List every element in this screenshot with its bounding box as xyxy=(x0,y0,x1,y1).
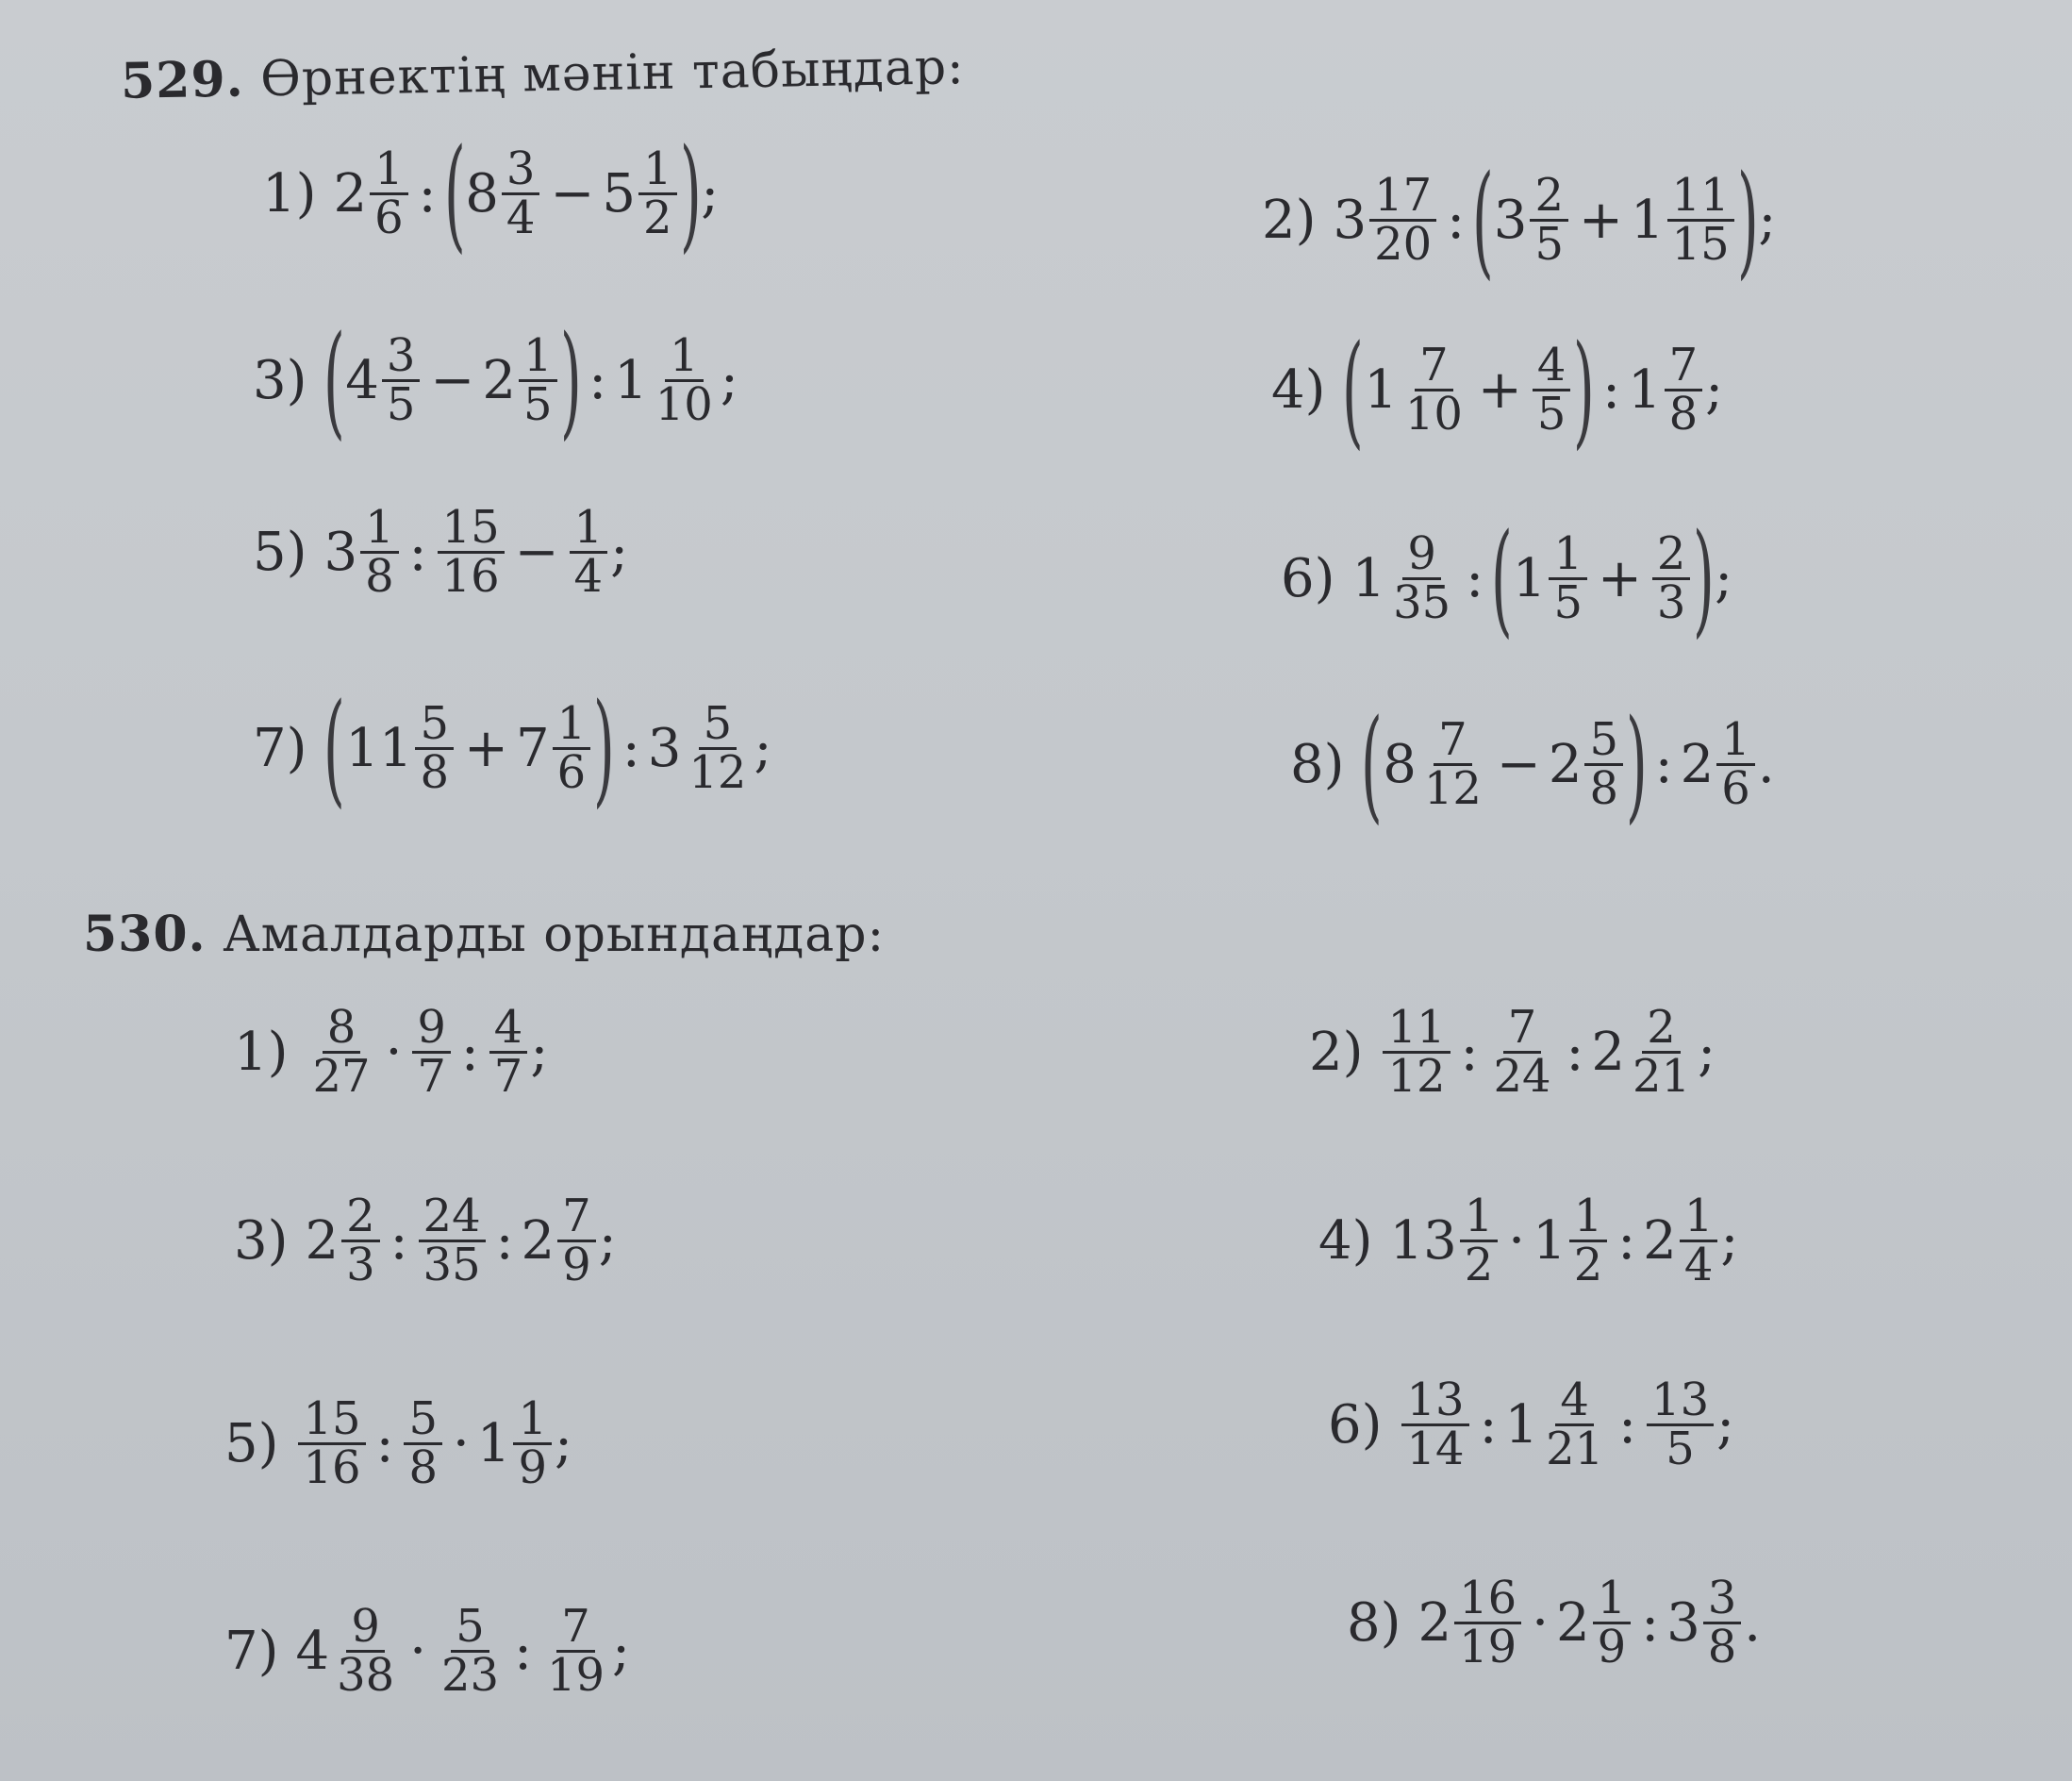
operator: : xyxy=(622,717,640,779)
operator: : xyxy=(1618,1393,1637,1456)
denominator: 19 xyxy=(1459,1620,1517,1673)
denominator: 5 xyxy=(1666,1422,1695,1475)
numerator: 11 xyxy=(1383,1005,1450,1054)
numerator: 24 xyxy=(419,1193,486,1242)
denominator: 12 xyxy=(688,745,747,799)
denominator: 35 xyxy=(423,1238,481,1291)
operator: − xyxy=(514,521,559,583)
terminator: ; xyxy=(1715,547,1733,609)
denominator: 9 xyxy=(1597,1620,1627,1673)
whole: 1 xyxy=(1504,1393,1539,1456)
whole: 3 xyxy=(1493,189,1528,251)
numerator: 4 xyxy=(1555,1377,1594,1426)
numerator: 5 xyxy=(415,701,454,750)
numerator: 9 xyxy=(346,1604,385,1653)
operator: : xyxy=(1460,1021,1479,1083)
fraction xyxy=(437,1600,504,1702)
operator: : xyxy=(390,1209,408,1272)
fraction xyxy=(404,1392,442,1494)
denominator: 5 xyxy=(522,377,553,431)
ex530-item-5 xyxy=(224,1392,572,1494)
exercise-529-heading xyxy=(121,38,966,110)
item-label: 6) xyxy=(1328,1393,1383,1456)
numerator: 1 xyxy=(1716,717,1755,766)
terminator: ; xyxy=(1720,1209,1739,1272)
numerator: 1 xyxy=(570,505,608,554)
terminator: ; xyxy=(1716,1393,1734,1456)
whole: 4 xyxy=(295,1620,330,1682)
operator: : xyxy=(588,349,607,411)
denominator: 23 xyxy=(441,1648,500,1702)
terminator: ; xyxy=(1705,358,1724,421)
fraction xyxy=(489,1001,528,1103)
fraction xyxy=(1488,1001,1555,1103)
numerator: 5 xyxy=(404,1396,442,1445)
fraction xyxy=(638,141,677,244)
operator: : xyxy=(1617,1209,1636,1272)
whole: 2 xyxy=(1548,733,1583,795)
denominator: 5 xyxy=(386,377,416,431)
numerator: 9 xyxy=(1402,531,1441,580)
denominator: 16 xyxy=(303,1440,361,1494)
whole: 13 xyxy=(1389,1209,1457,1272)
denominator: 27 xyxy=(312,1049,371,1103)
denominator: 2 xyxy=(1573,1238,1603,1291)
numerator: 1 xyxy=(553,701,591,750)
fraction xyxy=(382,328,421,431)
operator: : xyxy=(1641,1591,1660,1654)
whole: 1 xyxy=(1351,547,1386,609)
denominator: 6 xyxy=(1721,761,1750,815)
denominator: 21 xyxy=(1633,1049,1691,1103)
denominator: 4 xyxy=(1683,1238,1714,1291)
numerator: 1 xyxy=(1593,1575,1632,1624)
open-paren: ( xyxy=(1342,318,1365,461)
denominator: 9 xyxy=(518,1440,547,1494)
numerator: 7 xyxy=(1665,342,1703,391)
numerator: 11 xyxy=(1667,173,1734,222)
numerator: 13 xyxy=(1401,1377,1468,1426)
whole: 2 xyxy=(1591,1021,1626,1083)
operator: : xyxy=(408,521,427,583)
open-paren: ( xyxy=(1361,692,1384,836)
denominator: 8 xyxy=(408,1440,438,1494)
numerator: 1 xyxy=(1549,531,1587,580)
operator: − xyxy=(1496,733,1541,795)
ex529-item-4 xyxy=(1271,318,1724,461)
operator: · xyxy=(409,1620,427,1682)
fraction xyxy=(370,141,408,244)
numerator: 7 xyxy=(557,1193,596,1242)
numerator: 5 xyxy=(451,1604,489,1653)
denominator: 3 xyxy=(346,1238,375,1291)
whole: 2 xyxy=(1680,733,1715,795)
terminator: ; xyxy=(754,717,772,779)
fraction xyxy=(553,696,591,799)
fraction xyxy=(519,328,557,431)
whole: 1 xyxy=(1627,358,1662,421)
fraction xyxy=(1533,338,1571,441)
whole: 1 xyxy=(1512,547,1547,609)
item-label: 1) xyxy=(262,162,317,225)
fraction xyxy=(1383,1001,1450,1103)
fraction xyxy=(1665,338,1703,441)
fraction xyxy=(438,501,505,603)
numerator: 1 xyxy=(519,333,557,382)
close-paren: ) xyxy=(679,122,702,265)
fraction xyxy=(332,1600,399,1702)
whole: 7 xyxy=(515,717,550,779)
fraction xyxy=(1369,168,1436,271)
numerator: 2 xyxy=(1530,173,1568,222)
fraction xyxy=(684,696,751,799)
fraction xyxy=(412,1001,451,1103)
numerator: 13 xyxy=(1647,1377,1714,1426)
denominator: 5 xyxy=(1534,217,1564,271)
item-label: 8) xyxy=(1347,1591,1401,1654)
operator: + xyxy=(1597,547,1642,609)
terminator: . xyxy=(1744,1591,1762,1654)
terminator: . xyxy=(1757,733,1775,795)
operator: · xyxy=(1532,1591,1550,1654)
denominator: 7 xyxy=(493,1049,523,1103)
denominator: 8 xyxy=(1707,1620,1737,1673)
numerator: 2 xyxy=(1642,1005,1681,1054)
exercise-529-number: 529. xyxy=(120,50,245,110)
fraction xyxy=(1549,526,1587,629)
denominator: 5 xyxy=(1536,387,1566,441)
denominator: 8 xyxy=(420,745,450,799)
denominator: 4 xyxy=(573,549,604,603)
operator: : xyxy=(514,1620,532,1682)
close-paren: ) xyxy=(1625,692,1648,836)
whole: 11 xyxy=(345,717,413,779)
terminator: ; xyxy=(720,349,738,411)
numerator: 7 xyxy=(1503,1005,1542,1054)
whole: 5 xyxy=(602,162,637,225)
fraction xyxy=(1530,168,1568,271)
denominator: 4 xyxy=(506,191,536,244)
operator: · xyxy=(452,1412,470,1474)
terminator: ; xyxy=(701,162,720,225)
numerator: 15 xyxy=(438,505,505,554)
denominator: 38 xyxy=(337,1648,395,1702)
operator: · xyxy=(385,1021,403,1083)
ex530-item-4 xyxy=(1318,1190,1739,1291)
numerator: 2 xyxy=(341,1193,380,1242)
numerator: 1 xyxy=(360,505,399,554)
numerator: 15 xyxy=(298,1396,365,1445)
close-paren: ) xyxy=(559,308,582,452)
numerator: 5 xyxy=(1584,717,1623,766)
operator: · xyxy=(1508,1209,1526,1272)
fraction xyxy=(1460,1190,1499,1291)
denominator: 8 xyxy=(1668,387,1699,441)
ex529-item-5 xyxy=(253,501,628,603)
denominator: 19 xyxy=(546,1648,605,1702)
item-label: 1) xyxy=(234,1021,289,1083)
denominator: 14 xyxy=(1406,1422,1465,1475)
terminator: ; xyxy=(530,1021,549,1083)
operator: + xyxy=(464,717,508,779)
denominator: 3 xyxy=(1656,575,1686,629)
ex529-item-2 xyxy=(1262,148,1777,291)
whole: 3 xyxy=(1333,189,1368,251)
item-label: 8) xyxy=(1290,733,1345,795)
open-paren: ( xyxy=(323,308,346,452)
exercise-530-heading xyxy=(83,906,885,963)
fraction xyxy=(1647,1373,1714,1475)
ex530-item-2 xyxy=(1309,1001,1716,1103)
denominator: 6 xyxy=(374,191,404,244)
item-label: 3) xyxy=(234,1209,289,1272)
fraction xyxy=(502,141,540,244)
item-label: 4) xyxy=(1271,358,1326,421)
ex529-item-6 xyxy=(1281,507,1733,650)
numerator: 2 xyxy=(1652,531,1691,580)
numerator: 16 xyxy=(1454,1575,1521,1624)
whole: 2 xyxy=(482,349,516,411)
whole: 2 xyxy=(333,162,368,225)
numerator: 7 xyxy=(1434,717,1472,766)
denominator: 15 xyxy=(1671,217,1730,271)
fraction xyxy=(1388,526,1455,629)
fraction xyxy=(341,1190,380,1291)
numerator: 1 xyxy=(1569,1193,1608,1242)
denominator: 8 xyxy=(1589,761,1619,815)
whole: 4 xyxy=(345,349,379,411)
fraction xyxy=(1401,1373,1468,1475)
fraction xyxy=(1401,338,1467,441)
item-label: 3) xyxy=(253,349,307,411)
exercise-529-title: Өрнектің мәнін табыңдар: xyxy=(259,39,966,108)
numerator: 1 xyxy=(513,1396,552,1445)
whole: 2 xyxy=(305,1209,340,1272)
fraction xyxy=(1541,1373,1608,1475)
ex530-item-8 xyxy=(1347,1572,1762,1673)
fraction xyxy=(1716,712,1755,815)
denominator: 10 xyxy=(1404,387,1463,441)
whole: 8 xyxy=(1383,733,1417,795)
denominator: 24 xyxy=(1493,1049,1551,1103)
ex530-item-3 xyxy=(234,1190,617,1291)
operator: : xyxy=(375,1412,394,1474)
close-paren: ) xyxy=(1736,148,1759,291)
operator: : xyxy=(495,1209,514,1272)
item-label: 5) xyxy=(253,521,307,583)
fraction xyxy=(513,1392,552,1494)
fraction xyxy=(1454,1572,1521,1673)
ex530-item-7 xyxy=(224,1600,630,1702)
exercise-530-title: Амалдарды орындаңдар: xyxy=(223,907,886,963)
numerator: 9 xyxy=(412,1005,451,1054)
fraction xyxy=(1584,712,1623,815)
numerator: 1 xyxy=(370,146,408,195)
denominator: 21 xyxy=(1546,1422,1604,1475)
terminator: ; xyxy=(1698,1021,1716,1083)
denominator: 5 xyxy=(1553,575,1583,629)
terminator: ; xyxy=(554,1412,572,1474)
operator: : xyxy=(1479,1393,1498,1456)
fraction xyxy=(542,1600,609,1702)
numerator: 7 xyxy=(1415,342,1453,391)
denominator: 10 xyxy=(655,377,713,431)
denominator: 7 xyxy=(417,1049,446,1103)
fraction xyxy=(419,1190,486,1291)
item-label: 4) xyxy=(1318,1209,1373,1272)
operator: + xyxy=(1578,189,1623,251)
denominator: 6 xyxy=(556,745,587,799)
numerator: 1 xyxy=(1460,1193,1499,1242)
item-label: 7) xyxy=(224,1620,279,1682)
numerator: 7 xyxy=(556,1604,595,1653)
item-label: 7) xyxy=(253,717,307,779)
numerator: 17 xyxy=(1369,173,1436,222)
exercise-530-number: 530. xyxy=(83,906,207,963)
operator: − xyxy=(550,162,595,225)
denominator: 2 xyxy=(643,191,672,244)
fraction xyxy=(1703,1572,1742,1673)
numerator: 4 xyxy=(489,1005,528,1054)
ex529-item-8 xyxy=(1290,692,1775,836)
fraction xyxy=(1419,712,1486,815)
open-paren: ( xyxy=(443,122,466,265)
operator: : xyxy=(1447,189,1466,251)
whole: 1 xyxy=(1364,358,1398,421)
fraction xyxy=(1569,1190,1608,1291)
fraction xyxy=(1652,526,1691,629)
whole: 3 xyxy=(647,717,682,779)
denominator: 8 xyxy=(365,549,394,603)
operator: : xyxy=(1654,733,1673,795)
whole: 3 xyxy=(1666,1591,1700,1654)
denominator: 35 xyxy=(1393,575,1451,629)
terminator: ; xyxy=(610,521,628,583)
operator: : xyxy=(460,1021,479,1083)
item-label: 2) xyxy=(1309,1021,1364,1083)
numerator: 1 xyxy=(1680,1193,1718,1242)
item-label: 2) xyxy=(1262,189,1317,251)
fraction xyxy=(298,1392,365,1494)
fraction xyxy=(360,501,399,603)
denominator: 12 xyxy=(1423,761,1482,815)
ex530-item-6 xyxy=(1328,1373,1734,1475)
operator: : xyxy=(1466,547,1484,609)
denominator: 2 xyxy=(1464,1238,1494,1291)
terminator: ; xyxy=(612,1620,630,1682)
operator: + xyxy=(1477,358,1522,421)
terminator: ; xyxy=(598,1209,617,1272)
terminator: ; xyxy=(1758,189,1777,251)
numerator: 3 xyxy=(382,333,421,382)
whole: 1 xyxy=(476,1412,511,1474)
numerator: 8 xyxy=(323,1005,361,1054)
fraction xyxy=(651,328,718,431)
denominator: 12 xyxy=(1387,1049,1446,1103)
denominator: 9 xyxy=(562,1238,591,1291)
fraction xyxy=(1667,168,1734,271)
numerator: 1 xyxy=(638,146,677,195)
fraction xyxy=(415,696,454,799)
item-label: 6) xyxy=(1281,547,1335,609)
whole: 3 xyxy=(323,521,358,583)
close-paren: ) xyxy=(593,676,615,820)
fraction xyxy=(557,1190,596,1291)
operator: : xyxy=(1602,358,1620,421)
whole: 1 xyxy=(614,349,648,411)
open-paren: ( xyxy=(323,676,346,820)
whole: 2 xyxy=(1556,1591,1590,1654)
item-label: 5) xyxy=(224,1412,279,1474)
ex529-item-7 xyxy=(253,676,772,820)
whole: 2 xyxy=(1643,1209,1677,1272)
close-paren: ) xyxy=(1693,507,1716,650)
fraction xyxy=(1593,1572,1632,1673)
operator: : xyxy=(1566,1021,1584,1083)
ex529-item-1 xyxy=(262,122,720,265)
ex530-item-1 xyxy=(234,1001,549,1103)
numerator: 1 xyxy=(665,333,704,382)
ex529-item-3 xyxy=(253,308,738,452)
operator: : xyxy=(418,162,437,225)
whole: 1 xyxy=(1533,1209,1566,1272)
fraction xyxy=(307,1001,374,1103)
fraction xyxy=(1680,1190,1718,1291)
fraction xyxy=(1628,1001,1695,1103)
numerator: 3 xyxy=(502,146,540,195)
fraction xyxy=(570,501,608,603)
numerator: 3 xyxy=(1703,1575,1742,1624)
whole: 2 xyxy=(1417,1591,1452,1654)
whole: 1 xyxy=(1630,189,1665,251)
open-paren: ( xyxy=(1472,148,1494,291)
denominator: 20 xyxy=(1374,217,1433,271)
whole: 8 xyxy=(465,162,499,225)
numerator: 5 xyxy=(699,701,738,750)
close-paren: ) xyxy=(1573,318,1596,461)
open-paren: ( xyxy=(1491,507,1513,650)
numerator: 4 xyxy=(1533,342,1571,391)
operator: − xyxy=(430,349,475,411)
whole: 2 xyxy=(521,1209,555,1272)
denominator: 16 xyxy=(441,549,500,603)
